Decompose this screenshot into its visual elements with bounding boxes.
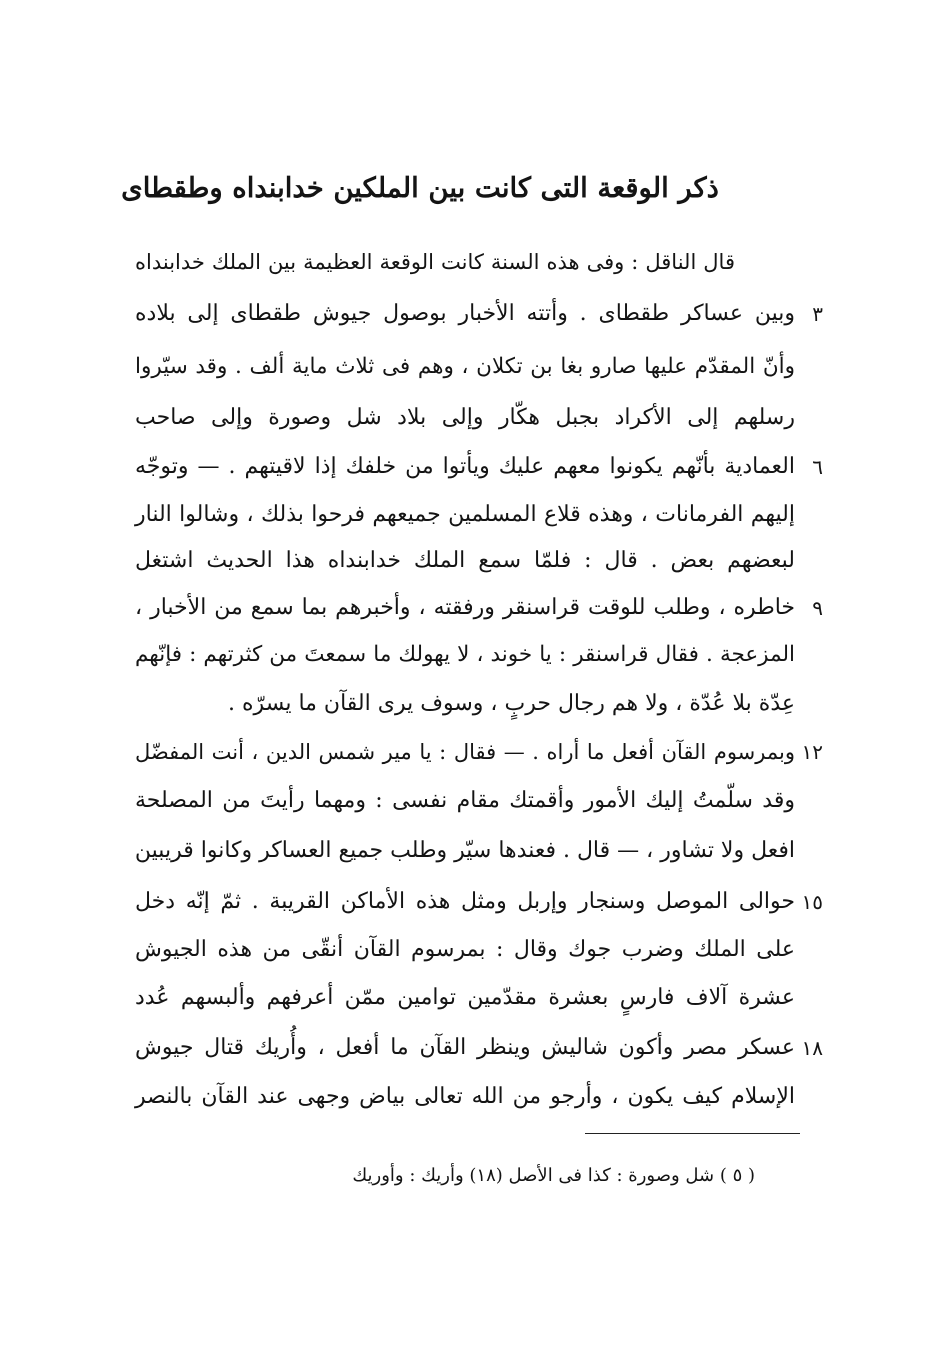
text-line-3: وأنّ المقدّم عليها صارو بغا بن تكلان ، وهم فى ثلاث ماية ألف . وقد سيّروا [135,354,795,379]
text-line-5: العمادية بأنّهم يكونوا معهم عليك ويأتوا من خلفك إذا لاقيتهم . — وتوجّه [135,454,795,479]
text-line-18: الإسلام كيف يكون ، وأرجو من الله تعالى بياض وجهى عند القآن بالنصر [135,1084,795,1109]
text-line-16: عشرة آلاف فارسٍ بعشرة مقدّمين توامين ممّن أعرفهم وألبسهم عُدد [135,985,795,1010]
text-line-9: المزعجة . فقال قراسنقر : يا خوند ، لا يهولك ما سمعتَ من كثرتهم : فإنّهم [135,642,795,667]
text-line-17: عسكر مصر وأكون شاليش وينظر القآن ما أفعل ، وأُريك قتال جيوش [135,1035,795,1060]
text-line-7: لبعضهم بعض . قال : فلمّا سمع الملك خدابنداه هذا الحديث اشتغل [135,548,795,573]
line-number-18: ١٨ [801,1036,823,1060]
footnote: ( ٥ ) شل وصورة : كذا فى الأصل (١٨) وأريك : وأوريك [352,1165,755,1186]
text-line-6: إليهم الفرمانات ، وهذه قلاع المسلمين جميعهم فرحوا بذلك ، وشالوا النار [135,502,795,527]
line-number-15: ١٥ [801,890,823,914]
text-line-15: على الملك وضرب جوك وقال : بمرسوم القآن أنقّى من هذه الجيوش [135,937,795,962]
text-line-11: وبمرسوم القآن أفعل ما أراه . — فقال : يا مير شمس الدين ، أنت المفضّل [135,740,795,764]
line-number-12: ١٢ [801,740,823,764]
text-line-2: وبين عساكر طقطاى . وأتته الأخبار بوصول جيوش طقطاى إلى بلاده [135,301,795,326]
text-line-14: حوالى الموصل وسنجار وإربل ومثل هذه الأماكن القريبة . ثمّ إنّه دخل [135,889,795,914]
footnote-separator [585,1133,800,1134]
chapter-heading: ذكر الوقعة التى كانت بين الملكين خدابنداه وطقطاى [121,172,719,204]
line-number-6: ٦ [812,455,823,479]
text-line-13: افعل ولا تشاور ، — قال . فعندها سيّر وطلب جميع العساكر وكانوا قريبين [134,838,795,863]
text-line-10: عِدّة بلا عُدّة ، ولا هم رجال حربٍ ، وسوف يرى القآن ما يسرّه . [228,691,795,716]
line-number-9: ٩ [812,596,823,620]
text-line-12: وقد سلّمتُ إليك الأمور وأقمتك مقام نفسى : ومهما رأيتَ من المصلحة [135,788,795,813]
line-number-3: ٣ [812,302,823,326]
text-line-4: رسلهم إلى الأكراد بجبل هكّار وإلى بلاد شل وصورة وإلى صاحب [135,405,795,430]
text-line-1: قال الناقل : وفى هذه السنة كانت الوقعة العظيمة بين الملك خدابنداه [135,250,735,274]
text-line-8: خاطره ، وطلب للوقت قراسنقر ورفقته ، وأخبرهم بما سمع من الأخبار ، [135,595,795,620]
